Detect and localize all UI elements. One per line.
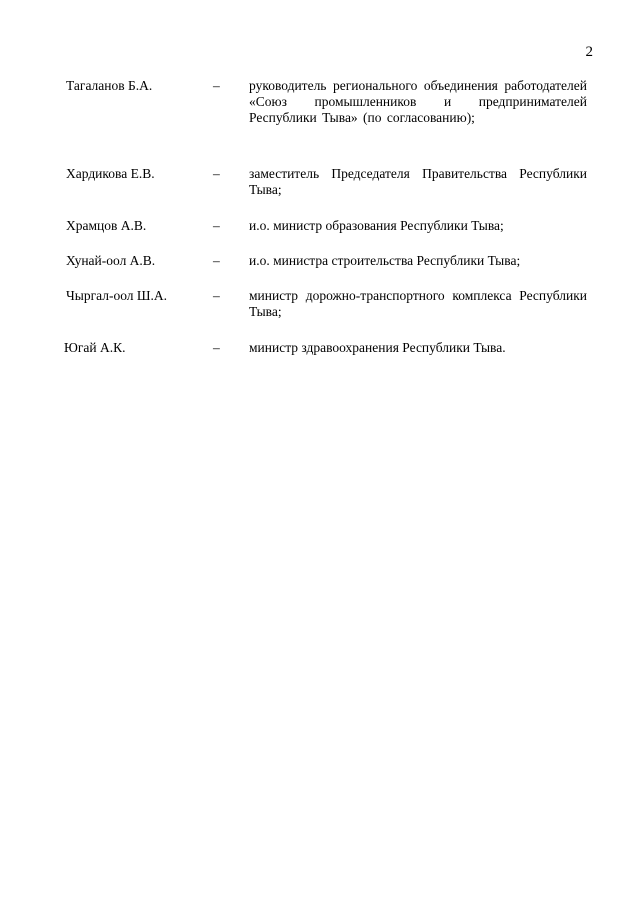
member-dash: – xyxy=(213,340,220,355)
member-role: заместитель Председателя Правительства Республики Тыва; xyxy=(249,166,587,197)
member-name: Тагаланов Б.А. xyxy=(66,78,153,93)
member-role: и.о. министра строительства Республики Тыва; xyxy=(249,253,521,268)
member-role: и.о. министр образования Республики Тыва; xyxy=(249,218,504,233)
member-name: Хардикова Е.В. xyxy=(66,166,155,181)
member-role: министр дорожно-транспортного комплекса Республики Тыва; xyxy=(249,288,587,319)
member-name: Хунай-оол А.В. xyxy=(66,253,156,268)
member-dash: – xyxy=(213,78,220,93)
member-name: Югай А.К. xyxy=(64,340,126,355)
member-name: Чыргал-оол Ш.А. xyxy=(66,288,168,303)
member-dash: – xyxy=(213,253,220,268)
member-role: руководитель регионального объединения работодателей «Союз промышленников и предпринимателей Республики Тыва» (по согласованию); xyxy=(249,78,587,125)
page-number: 2 xyxy=(585,44,593,60)
member-role: министр здравоохранения Республики Тыва. xyxy=(249,340,506,355)
member-name: Храмцов А.В. xyxy=(66,218,147,233)
member-dash: – xyxy=(213,218,220,233)
member-dash: – xyxy=(213,288,220,303)
member-dash: – xyxy=(213,166,220,181)
